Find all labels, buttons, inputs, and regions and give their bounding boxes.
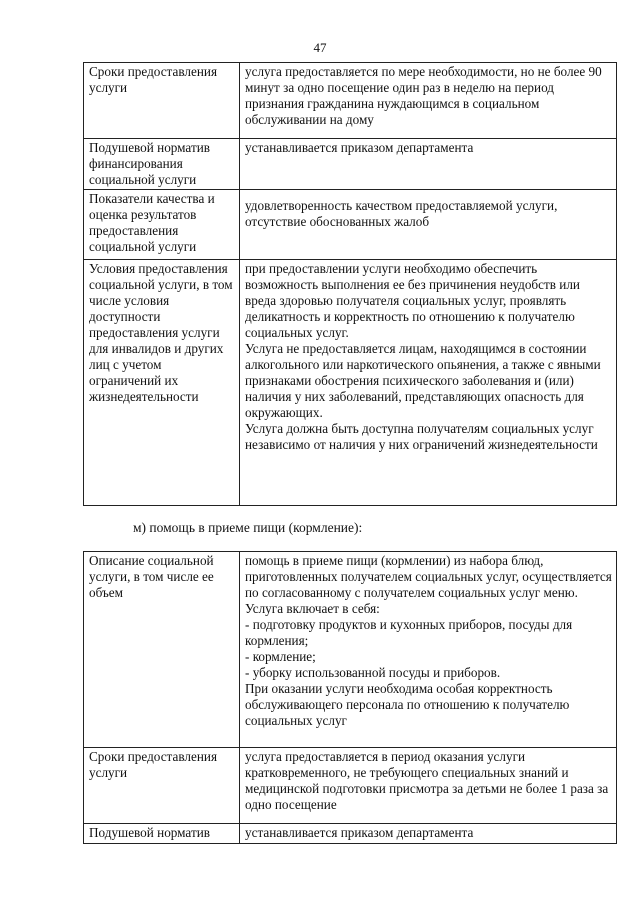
row-label: Условия предоставления социальной услуги, в том числе условия доступности предоставления услуги для инвалидов и других лиц с учетом ограничений их жизнедеятельности [84, 260, 240, 506]
row-value [240, 552, 617, 748]
table-row [84, 139, 617, 190]
table-row [84, 552, 617, 748]
page-number: 47 [313, 40, 327, 55]
table-row [84, 260, 617, 506]
table-row [84, 63, 617, 139]
value-paragraph: - подготовку продуктов и кухонных приборов, посуды для кормления; [245, 617, 573, 648]
service-table-1 [83, 62, 617, 506]
section-heading: м) помощь в приеме пищи (кормление): [133, 520, 363, 535]
row-label: Сроки предоставления услуги [84, 63, 240, 139]
value-paragraph: При оказании услуги необходима особая корректность обслуживающего персонала по отношению к получателю социальных услуг [245, 681, 570, 728]
row-label: Описание социальной услуги, в том числе ее объем [84, 552, 240, 748]
row-value [240, 139, 617, 190]
value-paragraph: - кормление; [245, 649, 316, 664]
row-label: Подушевой норматив финансирования социальной услуги [84, 139, 240, 190]
value-paragraph: услуга предоставляется по мере необходимости, но не более 90 минут за одно посещение один раз в неделю на период признания гражданина нуждающимся в социальном обслуживании на дому [245, 64, 602, 127]
row-value [240, 190, 617, 260]
value-paragraph: помощь в приеме пищи (кормлении) из набора блюд, приготовленных получателем социальных услуг, осуществляется по согласованному с получателем социальных услуг меню. Услуга включает в себя: [245, 553, 612, 616]
row-value [240, 63, 617, 139]
row-label: Сроки предоставления услуги [84, 748, 240, 824]
table-row [84, 748, 617, 824]
value-paragraph: - уборку использованной посуды и приборов. [245, 665, 501, 680]
table-row [84, 190, 617, 260]
table-row [84, 824, 617, 844]
service-table-2 [83, 551, 617, 844]
value-paragraph: при предоставлении услуги необходимо обеспечить возможность выполнения ее без причинения неудобств или вреда здоровью получателя социальных услуг, проявлять деликатность и корректность по отношению к получателю социальных услуг. [245, 261, 580, 340]
value-paragraph: устанавливается приказом департамента [245, 825, 474, 840]
value-paragraph: Услуга не предоставляется лицам, находящимся в состоянии алкогольного или наркотического опьянения, а также с явными признаками обострения психического заболевания и (или) наличия у них заболеваний, представляющих опасность для окружающих. [245, 341, 601, 420]
value-paragraph: услуга предоставляется в период оказания услуги кратковременного, не требующего специальных знаний и медицинской подготовки присмотра за детьми не более 1 раза за одно посещение [245, 749, 609, 812]
value-paragraph: устанавливается приказом департамента [245, 140, 474, 155]
row-value [240, 824, 617, 844]
row-label: Показатели качества и оценка результатов предоставления социальной услуги [84, 190, 240, 260]
row-value [240, 748, 617, 824]
row-value [240, 260, 617, 506]
value-paragraph: удовлетворенность качеством предоставляемой услуги, отсутствие обоснованных жалоб [245, 198, 558, 229]
row-label: Подушевой норматив [84, 824, 240, 844]
value-paragraph: Услуга должна быть доступна получателям социальных услуг независимо от наличия у них ограничений жизнедеятельности [245, 421, 598, 452]
